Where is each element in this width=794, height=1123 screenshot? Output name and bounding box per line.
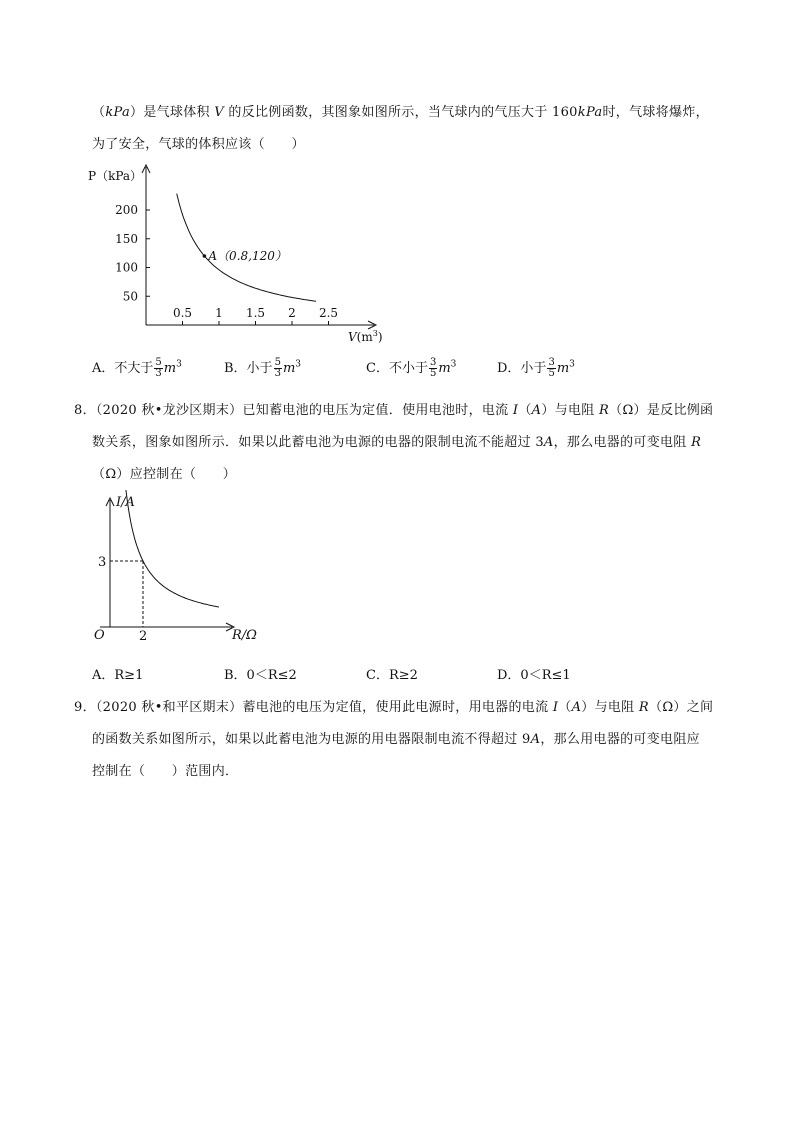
- q7-y-tick-label: 150: [115, 231, 138, 246]
- q7-x-tick-label: 2: [288, 306, 296, 320]
- q9-line-2: 的函数关系如图所示，如果以此蓄电池为电源的用电器限制电流不得超过 9A，那么用电器的可变电阻应: [92, 732, 700, 747]
- q7-point-a-label: A（0.8,120）: [208, 249, 287, 263]
- q7-line-2: 为了安全，气球的体积应该（ ）: [92, 137, 305, 152]
- q7-x-tick-label: 1: [215, 306, 223, 320]
- q7-point-a: [203, 254, 207, 258]
- q8-option-c[interactable]: C．R≥2: [366, 668, 418, 683]
- q7-y-label: P（kPa）: [88, 169, 143, 183]
- q7-curve: [177, 194, 316, 302]
- q7-option-a[interactable]: A．不大于 $\frac{5}{3}$ $m^3$: [92, 357, 182, 379]
- q7-option-d[interactable]: D．小于 $\frac{3}{5}$ $m^3$: [497, 357, 575, 379]
- q8-option-d[interactable]: D．0＜R≤1: [497, 668, 571, 683]
- q8-line-1: 8．（2020 秋•龙沙区期末）已知蓄电池的电压为定值．使用电池时，电流 I（A）与电阻 R（Ω）是反比例函: [74, 403, 714, 418]
- q8-option-b[interactable]: B．0＜R≤2: [224, 668, 297, 683]
- q7-option-b[interactable]: B．小于 $\frac{5}{3}$ $m^3$: [224, 357, 301, 379]
- q8-y-tick: 3: [98, 555, 107, 570]
- q7-x-tick-label: 0.5: [172, 306, 193, 320]
- q8-x-tick: 2: [139, 629, 148, 644]
- q8-x-label: R/Ω: [232, 628, 257, 643]
- q9-line-1: 9．（2020 秋•和平区期末）蓄电池的电压为定值，使用此电源时，用电器的电流 I（A）与电阻 R（Ω）之间: [74, 700, 714, 715]
- q7-chart: [80, 160, 400, 350]
- q9-line-3: 控制在（ ）范围内．: [92, 764, 239, 779]
- q8-origin-label: O: [94, 628, 105, 643]
- q7-y-tick-label: 200: [115, 203, 138, 217]
- q7-line-1: （kPa）是气球体积 V 的反比例函数，其图象如图所示，当气球内的气压大于 160kPa时，气球将爆炸，: [92, 105, 709, 120]
- q8-option-a[interactable]: A．R≥1: [92, 668, 144, 683]
- q7-y-tick-label: 50: [122, 289, 138, 304]
- q8-curve: [123, 490, 219, 607]
- q7-option-c[interactable]: C．不小于 $\frac{3}{5}$ $m^3$: [366, 357, 457, 379]
- q8-y-label: I/A: [116, 495, 135, 510]
- q7-x-tick-label: 2.5: [318, 306, 339, 320]
- q8-line-2: 数关系，图象如图所示．如果以此蓄电池为电源的电器的限制电流不能超过 3A，那么电器的可变电阻 R: [92, 435, 702, 450]
- q8-line-3: （Ω）应控制在（ ）: [92, 467, 237, 482]
- q7-y-tick-label: 100: [115, 260, 138, 275]
- q7-x-label: $V(m^3)$: [348, 329, 383, 344]
- q7-x-tick-label: 1.5: [245, 306, 266, 320]
- q8-chart: [86, 490, 276, 650]
